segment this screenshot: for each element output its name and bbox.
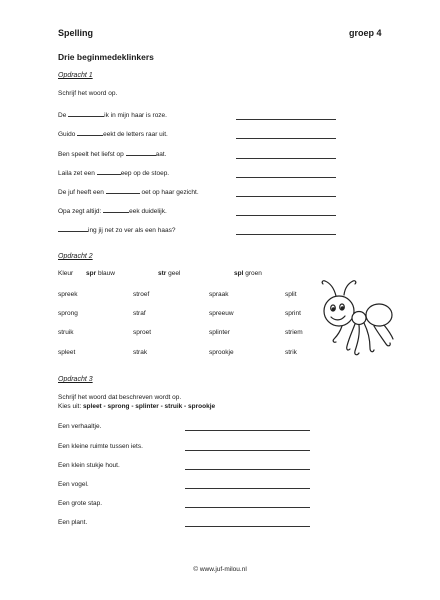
fill-blank[interactable] bbox=[68, 111, 104, 117]
opdracht-2-heading: Opdracht 2 bbox=[58, 253, 93, 260]
word-cell[interactable]: stroef bbox=[133, 291, 150, 298]
sentence-post: ik in mijn haar is roze. bbox=[104, 112, 167, 119]
answer-line[interactable] bbox=[185, 430, 310, 431]
sentence-pre: De bbox=[58, 112, 67, 119]
choose-line bbox=[58, 403, 215, 410]
sentence-3 bbox=[58, 150, 166, 158]
legend-code: spl bbox=[234, 270, 244, 277]
answer-line[interactable] bbox=[236, 119, 336, 120]
word-cell[interactable]: splinter bbox=[209, 329, 230, 336]
group-label: groep 4 bbox=[349, 28, 382, 38]
sentence-pre: Guido bbox=[58, 131, 76, 138]
word-cell[interactable]: sprong bbox=[58, 310, 78, 317]
description-item: Een klein stukje hout. bbox=[58, 462, 120, 469]
word-cell[interactable]: spleet bbox=[58, 349, 76, 356]
sentence-pre: Laila zet een bbox=[58, 170, 95, 177]
answer-line[interactable] bbox=[185, 507, 310, 508]
fill-blank[interactable] bbox=[77, 130, 103, 136]
legend-item-str bbox=[158, 270, 180, 277]
word-cell[interactable]: straf bbox=[133, 310, 146, 317]
fill-blank[interactable] bbox=[97, 169, 121, 175]
fill-blank[interactable] bbox=[103, 207, 129, 213]
description-item: Een verhaaltje. bbox=[58, 423, 102, 430]
choices-list: spleet - sprong - splinter - struik - sprookje bbox=[82, 403, 216, 410]
answer-line[interactable] bbox=[236, 215, 336, 216]
answer-line[interactable] bbox=[185, 488, 310, 489]
word-cell[interactable]: strik bbox=[285, 349, 297, 356]
answer-line[interactable] bbox=[185, 469, 310, 470]
word-cell[interactable]: sprint bbox=[285, 310, 301, 317]
sentence-7 bbox=[58, 226, 175, 234]
description-item: Een grote stap. bbox=[58, 500, 103, 507]
description-item: Een kleine ruimte tussen iets. bbox=[58, 443, 143, 450]
footer-credit: © www.juf-milou.nl bbox=[193, 566, 247, 573]
legend-code: str bbox=[158, 270, 167, 277]
page-title: Drie beginmedeklinkers bbox=[58, 52, 154, 62]
word-cell[interactable]: split bbox=[285, 291, 297, 298]
fill-blank[interactable] bbox=[106, 188, 140, 194]
subject-label: Spelling bbox=[58, 28, 94, 38]
description-item: Een plant. bbox=[58, 519, 88, 526]
answer-line[interactable] bbox=[236, 138, 336, 139]
word-cell[interactable]: sproet bbox=[133, 329, 152, 336]
answer-line[interactable] bbox=[236, 158, 336, 159]
ant-icon bbox=[312, 276, 398, 366]
sentence-post: aat. bbox=[155, 151, 167, 158]
sentence-pre: Opa zegt altijd: bbox=[58, 208, 102, 215]
sentence-post: oet op haar gezicht. bbox=[141, 189, 199, 196]
word-cell[interactable]: spreek bbox=[58, 291, 78, 298]
sentence-pre: De juf heeft een bbox=[58, 189, 104, 196]
opdracht-1-heading: Opdracht 1 bbox=[58, 72, 93, 79]
word-cell[interactable]: sprookje bbox=[209, 349, 234, 356]
sentence-5 bbox=[58, 188, 199, 196]
legend-color: geel bbox=[168, 270, 181, 277]
sentence-4 bbox=[58, 169, 169, 177]
sentence-post: eekt de letters raar uit. bbox=[103, 131, 168, 138]
legend-code: spr bbox=[86, 270, 97, 277]
answer-line[interactable] bbox=[185, 526, 310, 527]
word-cell[interactable]: spreeuw bbox=[209, 310, 234, 317]
choose-label: Kies uit: bbox=[58, 403, 82, 410]
sentence-6 bbox=[58, 207, 167, 215]
description-item: Een vogel. bbox=[58, 481, 89, 488]
sentence-post: eek duidelijk. bbox=[129, 208, 167, 215]
sentence-pre: Ben speelt het liefst op bbox=[58, 151, 124, 158]
sentence-post: ing jij net zo ver als een haas? bbox=[88, 227, 176, 234]
word-cell[interactable]: striem bbox=[285, 329, 303, 336]
sentence-post: eep op de stoep. bbox=[120, 170, 170, 177]
legend-color: groen bbox=[245, 270, 262, 277]
opdracht-3-heading: Opdracht 3 bbox=[58, 376, 93, 383]
word-cell[interactable]: struik bbox=[58, 329, 74, 336]
sentence-1 bbox=[58, 111, 167, 119]
opdracht-1-instruction: Schrijf het woord op. bbox=[58, 90, 118, 97]
word-cell[interactable]: spraak bbox=[209, 291, 229, 298]
legend-intro: Kleur bbox=[58, 270, 74, 277]
sentence-2 bbox=[58, 130, 168, 138]
legend-color: blauw bbox=[97, 270, 115, 277]
fill-blank[interactable] bbox=[58, 226, 88, 232]
answer-line[interactable] bbox=[236, 196, 336, 197]
answer-line[interactable] bbox=[236, 177, 336, 178]
legend-item-spl bbox=[234, 270, 262, 277]
legend-item-spr bbox=[86, 270, 115, 277]
answer-line[interactable] bbox=[185, 450, 310, 451]
answer-line[interactable] bbox=[236, 234, 336, 235]
opdracht-3-instruction: Schrijf het woord dat beschreven wordt op. bbox=[58, 394, 182, 401]
word-cell[interactable]: strak bbox=[133, 349, 148, 356]
fill-blank[interactable] bbox=[126, 150, 156, 156]
